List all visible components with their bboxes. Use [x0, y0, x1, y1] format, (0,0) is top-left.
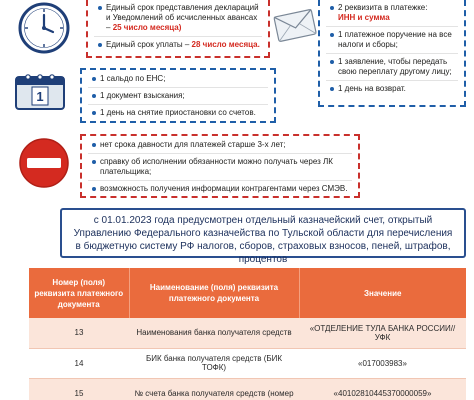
treasury-account-notice: с 01.01.2023 года предусмотрен отдельный казначейский счет, открытый Управлению Федерального казначейства по Тульской области для перечисления в бюджетную систему РФ налогов, сборов, страховых взносов, пеней, штрафов, процентов — [60, 208, 466, 258]
table-cell: «ОТДЕЛЕНИЕ ТУЛА БАНКА РОССИИ//УФК — [299, 318, 466, 348]
restriction-statute: нет срока давности для платежей старше 3-х лет; — [88, 140, 352, 150]
restriction-certificate: справку об исполнении обязанности можно получать через ЛК плательщика; — [88, 157, 352, 177]
ens-document: 1 документ взыскания; — [88, 91, 268, 101]
column-header: Наименование (поля) реквизита платежного документа — [129, 268, 299, 318]
table-cell: «017003983» — [299, 348, 466, 378]
table-row — [29, 378, 466, 400]
table-cell: № счета банка получателя средств (номер — [129, 378, 299, 400]
table-row — [29, 348, 466, 378]
table-header-row — [29, 268, 466, 318]
envelope-icon — [272, 4, 318, 46]
deadline-payment: Единый срок уплаты – 28 число месяца. — [94, 40, 262, 50]
requisite-payment-order: 1 платежное поручение на все налоги и сборы; — [326, 30, 458, 50]
table-cell: 15 — [29, 378, 129, 400]
table-row — [29, 318, 466, 348]
restrictions-box — [80, 134, 360, 198]
ens-suspension: 1 день на снятие приостановки со счетов. — [88, 108, 268, 118]
table-cell: Наименования банка получателя средств — [129, 318, 299, 348]
payment-requisites-table — [29, 268, 466, 400]
table-cell: «40102810445370000059» — [299, 378, 466, 400]
table-cell: 13 — [29, 318, 129, 348]
ens-saldo: 1 сальдо по ЕНС; — [88, 74, 268, 84]
calendar-day: 1 — [36, 89, 44, 104]
table-cell: БИК банка получателя средств (БИК ТОФК) — [129, 348, 299, 378]
deadlines-box — [86, 0, 270, 58]
calendar-icon — [12, 73, 68, 113]
column-header: Значение — [299, 268, 466, 318]
restriction-smev: возможность получения информации контрагентами через СМЭВ. — [88, 184, 352, 194]
ens-box — [80, 68, 276, 123]
requisite-count: 2 реквизита в платежке: ИНН и сумма — [326, 3, 458, 23]
table-cell: 14 — [29, 348, 129, 378]
requisite-refund-day: 1 день на возврат. — [326, 84, 458, 94]
deadline-declarations: Единый срок представления деклараций и Уведомлений об исчисленных авансах – 25 число месяца) — [94, 3, 262, 33]
requisites-box — [318, 0, 466, 107]
no-entry-icon — [18, 137, 70, 189]
column-header: Номер (поля) реквизита платежного документа — [29, 268, 129, 318]
clock-icon — [17, 1, 71, 55]
requisite-transfer-application: 1 заявление, чтобы передать свою переплату другому лицу; — [326, 57, 458, 77]
